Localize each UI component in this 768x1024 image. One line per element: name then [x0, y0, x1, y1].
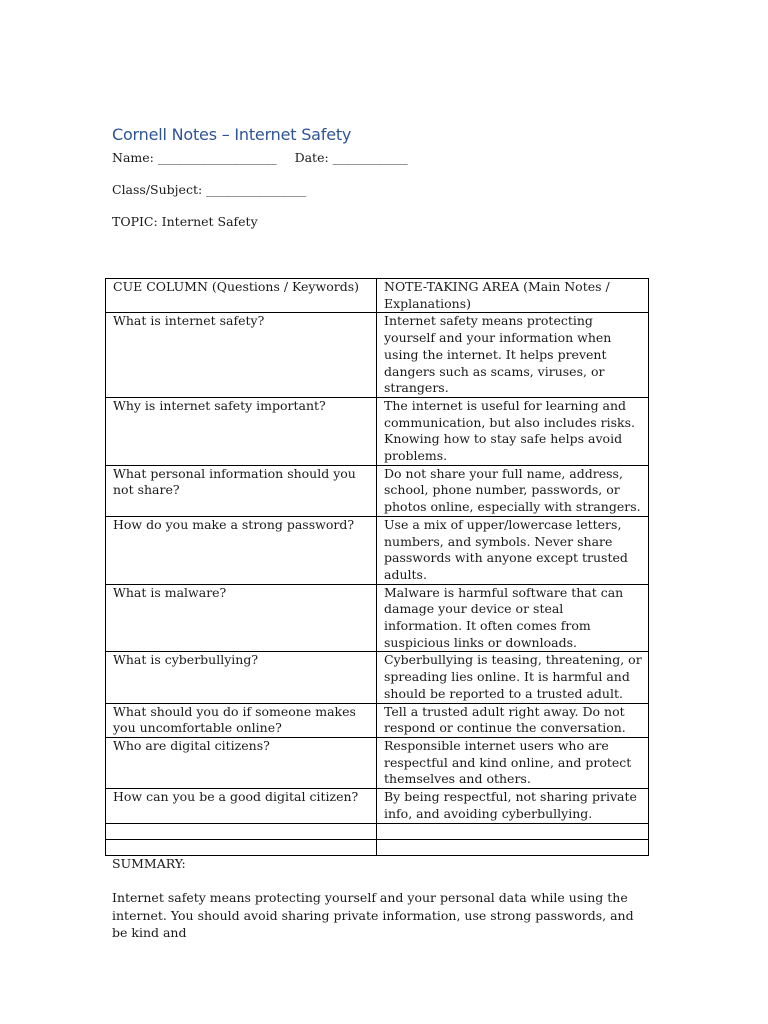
notes-cell: By being respectful, not sharing private info, and avoiding cyberbullying. [377, 789, 649, 823]
notes-cell: Do not share your full name, address, school, phone number, passwords, or photos online, especially with strangers. [377, 465, 649, 516]
notes-cell: Malware is harmful software that can damage your device or steal information. It often comes from suspicious links or downloads. [377, 584, 649, 652]
class-subject-field: Class/Subject: ________________ [112, 182, 307, 197]
cue-column-header: CUE COLUMN (Questions / Keywords) [106, 279, 377, 313]
table-row [106, 652, 649, 703]
empty-notes-cell [377, 823, 649, 839]
name-date-line [112, 150, 408, 166]
cue-cell: What should you do if someone makes you uncomfortable online? [106, 703, 377, 737]
empty-cue-cell [106, 823, 377, 839]
notes-cell: Responsible internet users who are respectful and kind online, and protect themselves and others. [377, 737, 649, 788]
name-field: Name: ___________________ [112, 150, 277, 165]
empty-table-row [106, 839, 649, 855]
table-row [106, 703, 649, 737]
table-row [106, 465, 649, 516]
notes-cell: Internet safety means protecting yourself and your information when using the internet. It helps prevent dangers such as scams, viruses, or strangers. [377, 313, 649, 398]
notes-column-header: NOTE-TAKING AREA (Main Notes / Explanations) [377, 279, 649, 313]
summary-text: Internet safety means protecting yourself and your personal data while using the internet. You should avoid sharing private information, use strong passwords, and be kind and [112, 890, 634, 940]
cornell-notes-table [105, 278, 649, 856]
notes-cell: Tell a trusted adult right away. Do not respond or continue the conversation. [377, 703, 649, 737]
date-field: Date: ____________ [294, 150, 408, 165]
notes-cell: Use a mix of upper/lowercase letters, numbers, and symbols. Never share passwords with anyone except trusted adults. [377, 516, 649, 584]
cue-cell: What is internet safety? [106, 313, 377, 398]
cue-cell: Why is internet safety important? [106, 397, 377, 465]
summary-label: SUMMARY: [112, 856, 186, 871]
cue-cell: Who are digital citizens? [106, 737, 377, 788]
cue-cell: How do you make a strong password? [106, 516, 377, 584]
table-row [106, 584, 649, 652]
cue-cell: What is cyberbullying? [106, 652, 377, 703]
notes-cell: Cyberbullying is teasing, threatening, or spreading lies online. It is harmful and should be reported to a trusted adult. [377, 652, 649, 703]
empty-cue-cell [106, 839, 377, 855]
table-row [106, 313, 649, 398]
page-title: Cornell Notes – Internet Safety [112, 125, 352, 144]
table-row [106, 516, 649, 584]
cue-cell: What is malware? [106, 584, 377, 652]
empty-notes-cell [377, 839, 649, 855]
empty-table-row [106, 823, 649, 839]
topic-line: TOPIC: Internet Safety [112, 214, 258, 229]
cue-cell: What personal information should you not share? [106, 465, 377, 516]
table-row [106, 789, 649, 823]
cue-cell: How can you be a good digital citizen? [106, 789, 377, 823]
table-row [106, 737, 649, 788]
table-row [106, 397, 649, 465]
notes-cell: The internet is useful for learning and communication, but also includes risks. Knowing how to stay safe helps avoid problems. [377, 397, 649, 465]
table-header-row [106, 279, 649, 313]
